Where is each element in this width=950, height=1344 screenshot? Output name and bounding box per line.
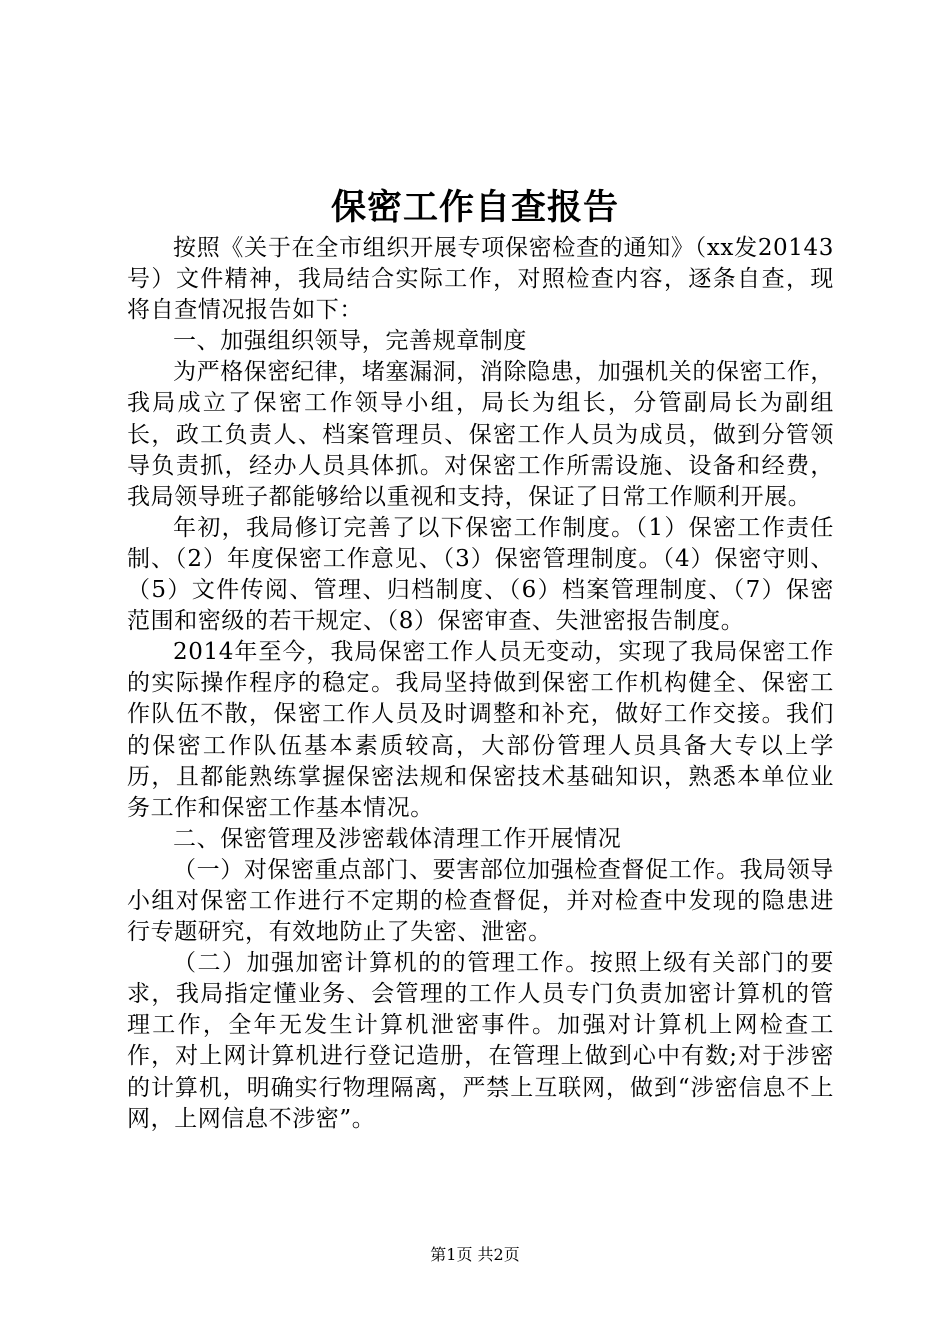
body-paragraph: （二）加强加密计算机的的管理工作。按照上级有关部门的要求，我局指定懂业务、会管理的工作人员专门负责加密计算机的管理工作，全年无发生计算机泄密事件。加强对计算机上网检查工作，对上网计算机进行登记造册，在管理上做到心中有数;对于涉密的计算机，明确实行物理隔离，严禁上互联网，做到“涉密信息不上网，上网信息不涉密”。 [127,950,834,1132]
body-paragraph: 为严格保密纪律，堵塞漏洞，消除隐患，加强机关的保密工作，我局成立了保密工作领导小组，局长为组长，分管副局长为副组长，政工负责人、档案管理员、保密工作人员为成员，做到分管领导负责抓，经办人员具体抓。对保密工作所需设施、设备和经费，我局领导班子都能够给以重视和支持，保证了日常工作顺利开展。 [127,359,834,510]
body-paragraph: 2014年至今，我局保密工作人员无变动，实现了我局保密工作的实际操作程序的稳定。我局坚持做到保密工作机构健全、保密工作队伍不散，保密工作人员及时调整和补充，做好工作交接。我们的保密工作队伍基本素质较高，大部份管理人员具备大专以上学历，且都能熟练掌握保密法规和保密技术基础知识，熟悉本单位业务工作和保密工作基本情况。 [127,639,834,821]
section-heading-2: 二、保密管理及涉密载体清理工作开展情况 [173,825,622,852]
body-paragraph: 年初，我局修订完善了以下保密工作制度。（1）保密工作责任制、（2）年度保密工作意见、（3）保密管理制度。（4）保密守则、（5）文件传阅、管理、归档制度、（6）档案管理制度、（7）保密范围和密级的若干规定、（8）保密审查、失泄密报告制度。 [127,514,834,635]
intro-paragraph: 按照《关于在全市组织开展专项保密检查的通知》（xx发20143号）文件精神，我局结合实际工作，对照检查内容，逐条自查，现将自查情况报告如下： [127,235,834,324]
page-footer: 第1页 共2页 [430,1245,520,1264]
body-paragraph: （一）对保密重点部门、要害部位加强检查督促工作。我局领导小组对保密工作进行不定期的检查督促，并对检查中发现的隐患进行专题研究，有效地防止了失密、泄密。 [127,856,834,946]
section-heading-1: 一、加强组织领导，完善规章制度 [173,328,527,355]
document-body [127,233,834,1135]
document-title: 保密工作自查报告 [330,187,619,228]
